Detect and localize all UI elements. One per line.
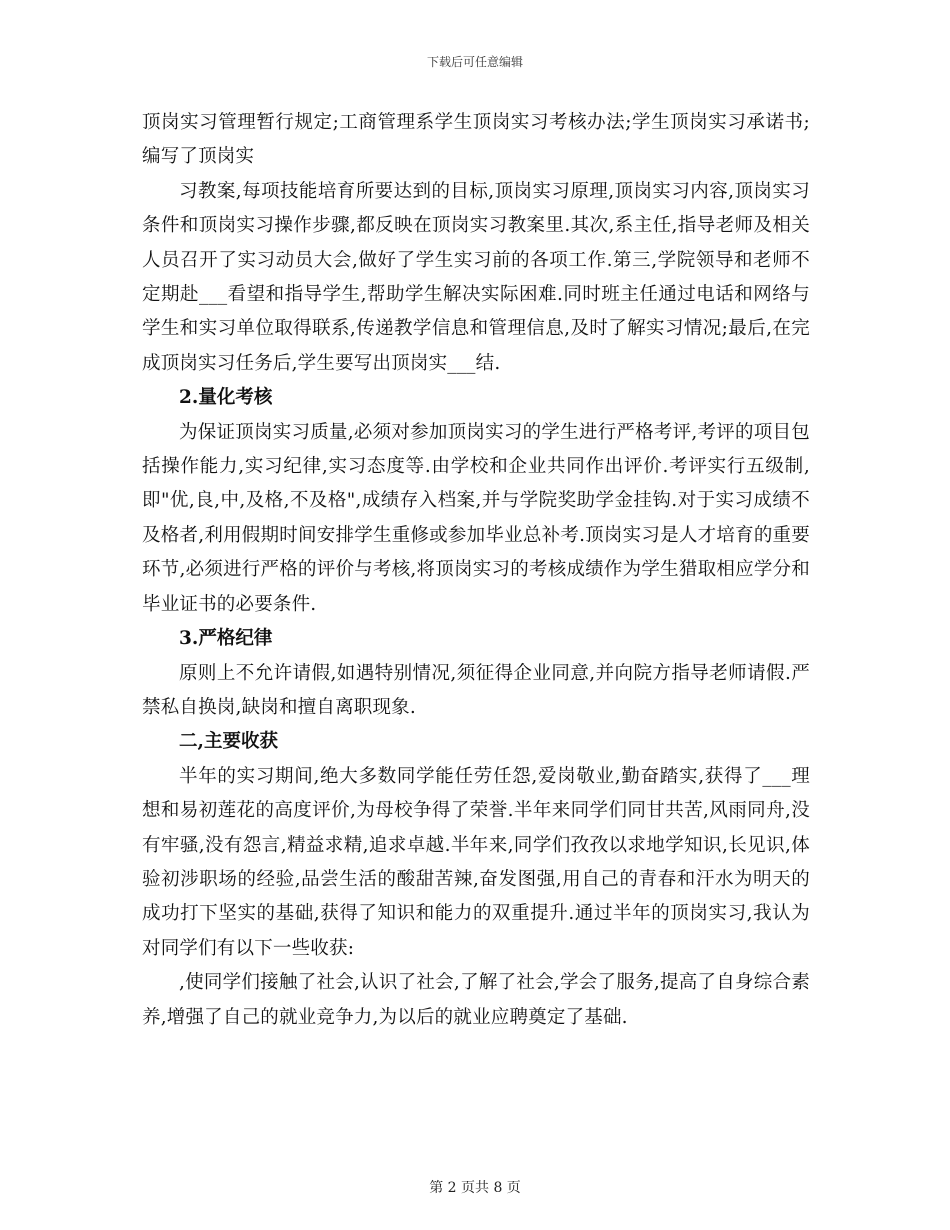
section-heading-main-gains: 二,主要收获 (179, 731, 278, 753)
section-heading-strict-discipline: 3.严格纪律 (179, 628, 273, 650)
page-number: 第 2 页共 8 页 (429, 1180, 521, 1196)
paragraph-assessment: 为保证顶岗实习质量,必须对参加顶岗实习的学生进行严格考评,考评的项目包括操作能力,实习纪律,实习态度等.由学校和企业共同作出评价.考评实行五级制,即"优,良,中,及格,不及格",成绩存入档案,并与学院奖助学金挂钩.对于实习成绩不及格者,利用假期时间安排学生重修或参加毕业总补考.顶岗实习是人才培育的重要环节,必须进行严格的评价与考核,将顶岗实习的考核成绩作为学生猎取相应学分和毕业证书的必要条件. (142, 421, 810, 615)
paragraph-gains-first: ,使同学们接触了社会,认识了社会,了解了社会,学会了服务,提高了自身综合素养,增强了自己的就业竞争力,为以后的就业应聘奠定了基础. (142, 972, 810, 1028)
paragraph-discipline: 原则上不允许请假,如遇特别情况,须征得企业同意,并向院方指导老师请假.严禁私自换岗,缺岗和擅自离职现象. (142, 662, 810, 718)
paragraph-continued: 顶岗实习管理暂行规定;工商管理系学生顶岗实习考核办法;学生顶岗实习承诺书;编写了顶岗实 (142, 112, 810, 168)
paragraph-gains: 半年的实习期间,绝大多数同学能任劳任怨,爱岗敬业,勤奋踏实,获得了___理想和易初莲花的高度评价,为母校争得了荣誉.半年来同学们同甘共苦,风雨同舟,没有牢骚,没有怨言,精益求精,追求卓越.半年来,同学们孜孜以求地学知识,长见识,体验初涉职场的经验,品尝生活的酸甜苦辣,奋发图强,用自己的青春和汗水为明天的成功打下坚实的基础,获得了知识和能力的双重提升.通过半年的顶岗实习,我认为对同学们有以下一些收获: (142, 765, 810, 959)
document-body (142, 106, 810, 1035)
section-heading-quantified-assessment: 2.量化考核 (179, 387, 273, 409)
paragraph-lesson-plan: 习教案,每项技能培育所要达到的目标,顶岗实习原理,顶岗实习内容,顶岗实习条件和顶岗实习操作步骤,都反映在顶岗实习教案里.其次,系主任,指导老师及相关人员召开了实习动员大会,做好了学生实习前的各项工作.第三,学院领导和老师不定期赴___看望和指导学生,帮助学生解决实际困难.同时班主任通过电话和网络与学生和实习单位取得联系,传递教学信息和管理信息,及时了解实习情况;最后,在完成顶岗实习任务后,学生要写出顶岗实___结. (142, 180, 810, 374)
page-header: 下载后可任意编辑 (426, 55, 523, 69)
